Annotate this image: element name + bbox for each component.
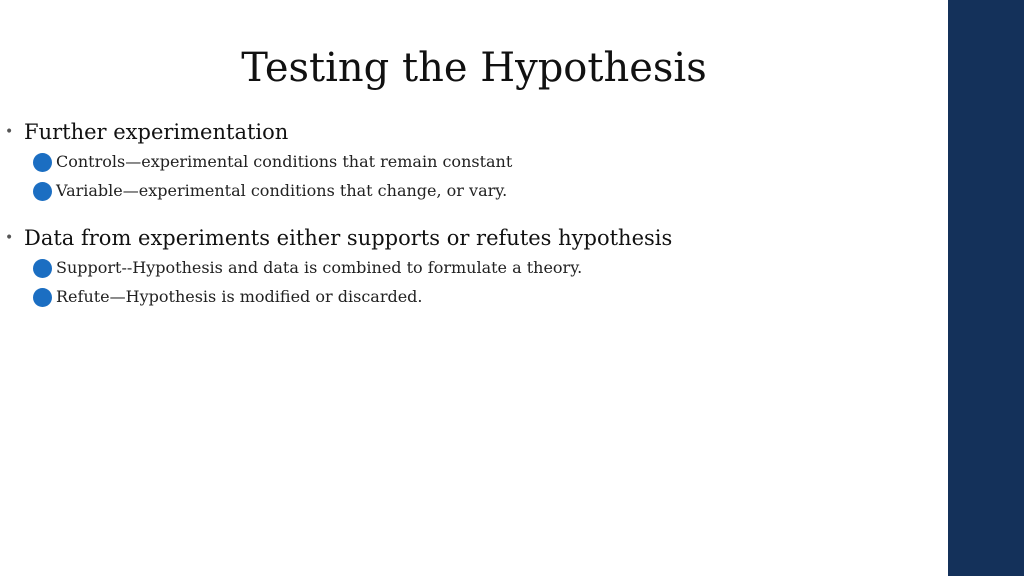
bullet-item — [0, 117, 948, 147]
sub-bullet-item — [0, 253, 948, 282]
sub-bullet-text: Variable—experimental conditions that change, or vary. — [56, 181, 508, 200]
sub-bullet-item — [0, 176, 948, 205]
sub-bullet-text: Refute—Hypothesis is modified or discarded. — [56, 287, 423, 306]
sub-bullet-text: Support--Hypothesis and data is combined to formulate a theory. — [56, 258, 583, 277]
filled-circle-icon — [33, 153, 52, 172]
slide-title: Testing the Hypothesis — [241, 45, 707, 91]
filled-circle-icon — [33, 182, 52, 201]
side-accent-band — [948, 0, 1024, 576]
sub-bullet-text: Controls—experimental conditions that remain constant — [56, 152, 513, 171]
bullet-text: Data from experiments either supports or refutes hypothesis — [24, 226, 673, 250]
sub-bullet-item — [0, 282, 948, 311]
bullet-item — [0, 223, 948, 253]
filled-circle-icon — [33, 288, 52, 307]
bullet-text: Further experimentation — [24, 120, 289, 144]
bullet-dot-icon: • — [5, 124, 14, 140]
bullet-group-1 — [0, 117, 948, 205]
filled-circle-icon — [33, 259, 52, 278]
bullet-dot-icon: • — [5, 230, 14, 246]
bullet-group-2 — [0, 223, 948, 311]
sub-bullet-item — [0, 147, 948, 176]
